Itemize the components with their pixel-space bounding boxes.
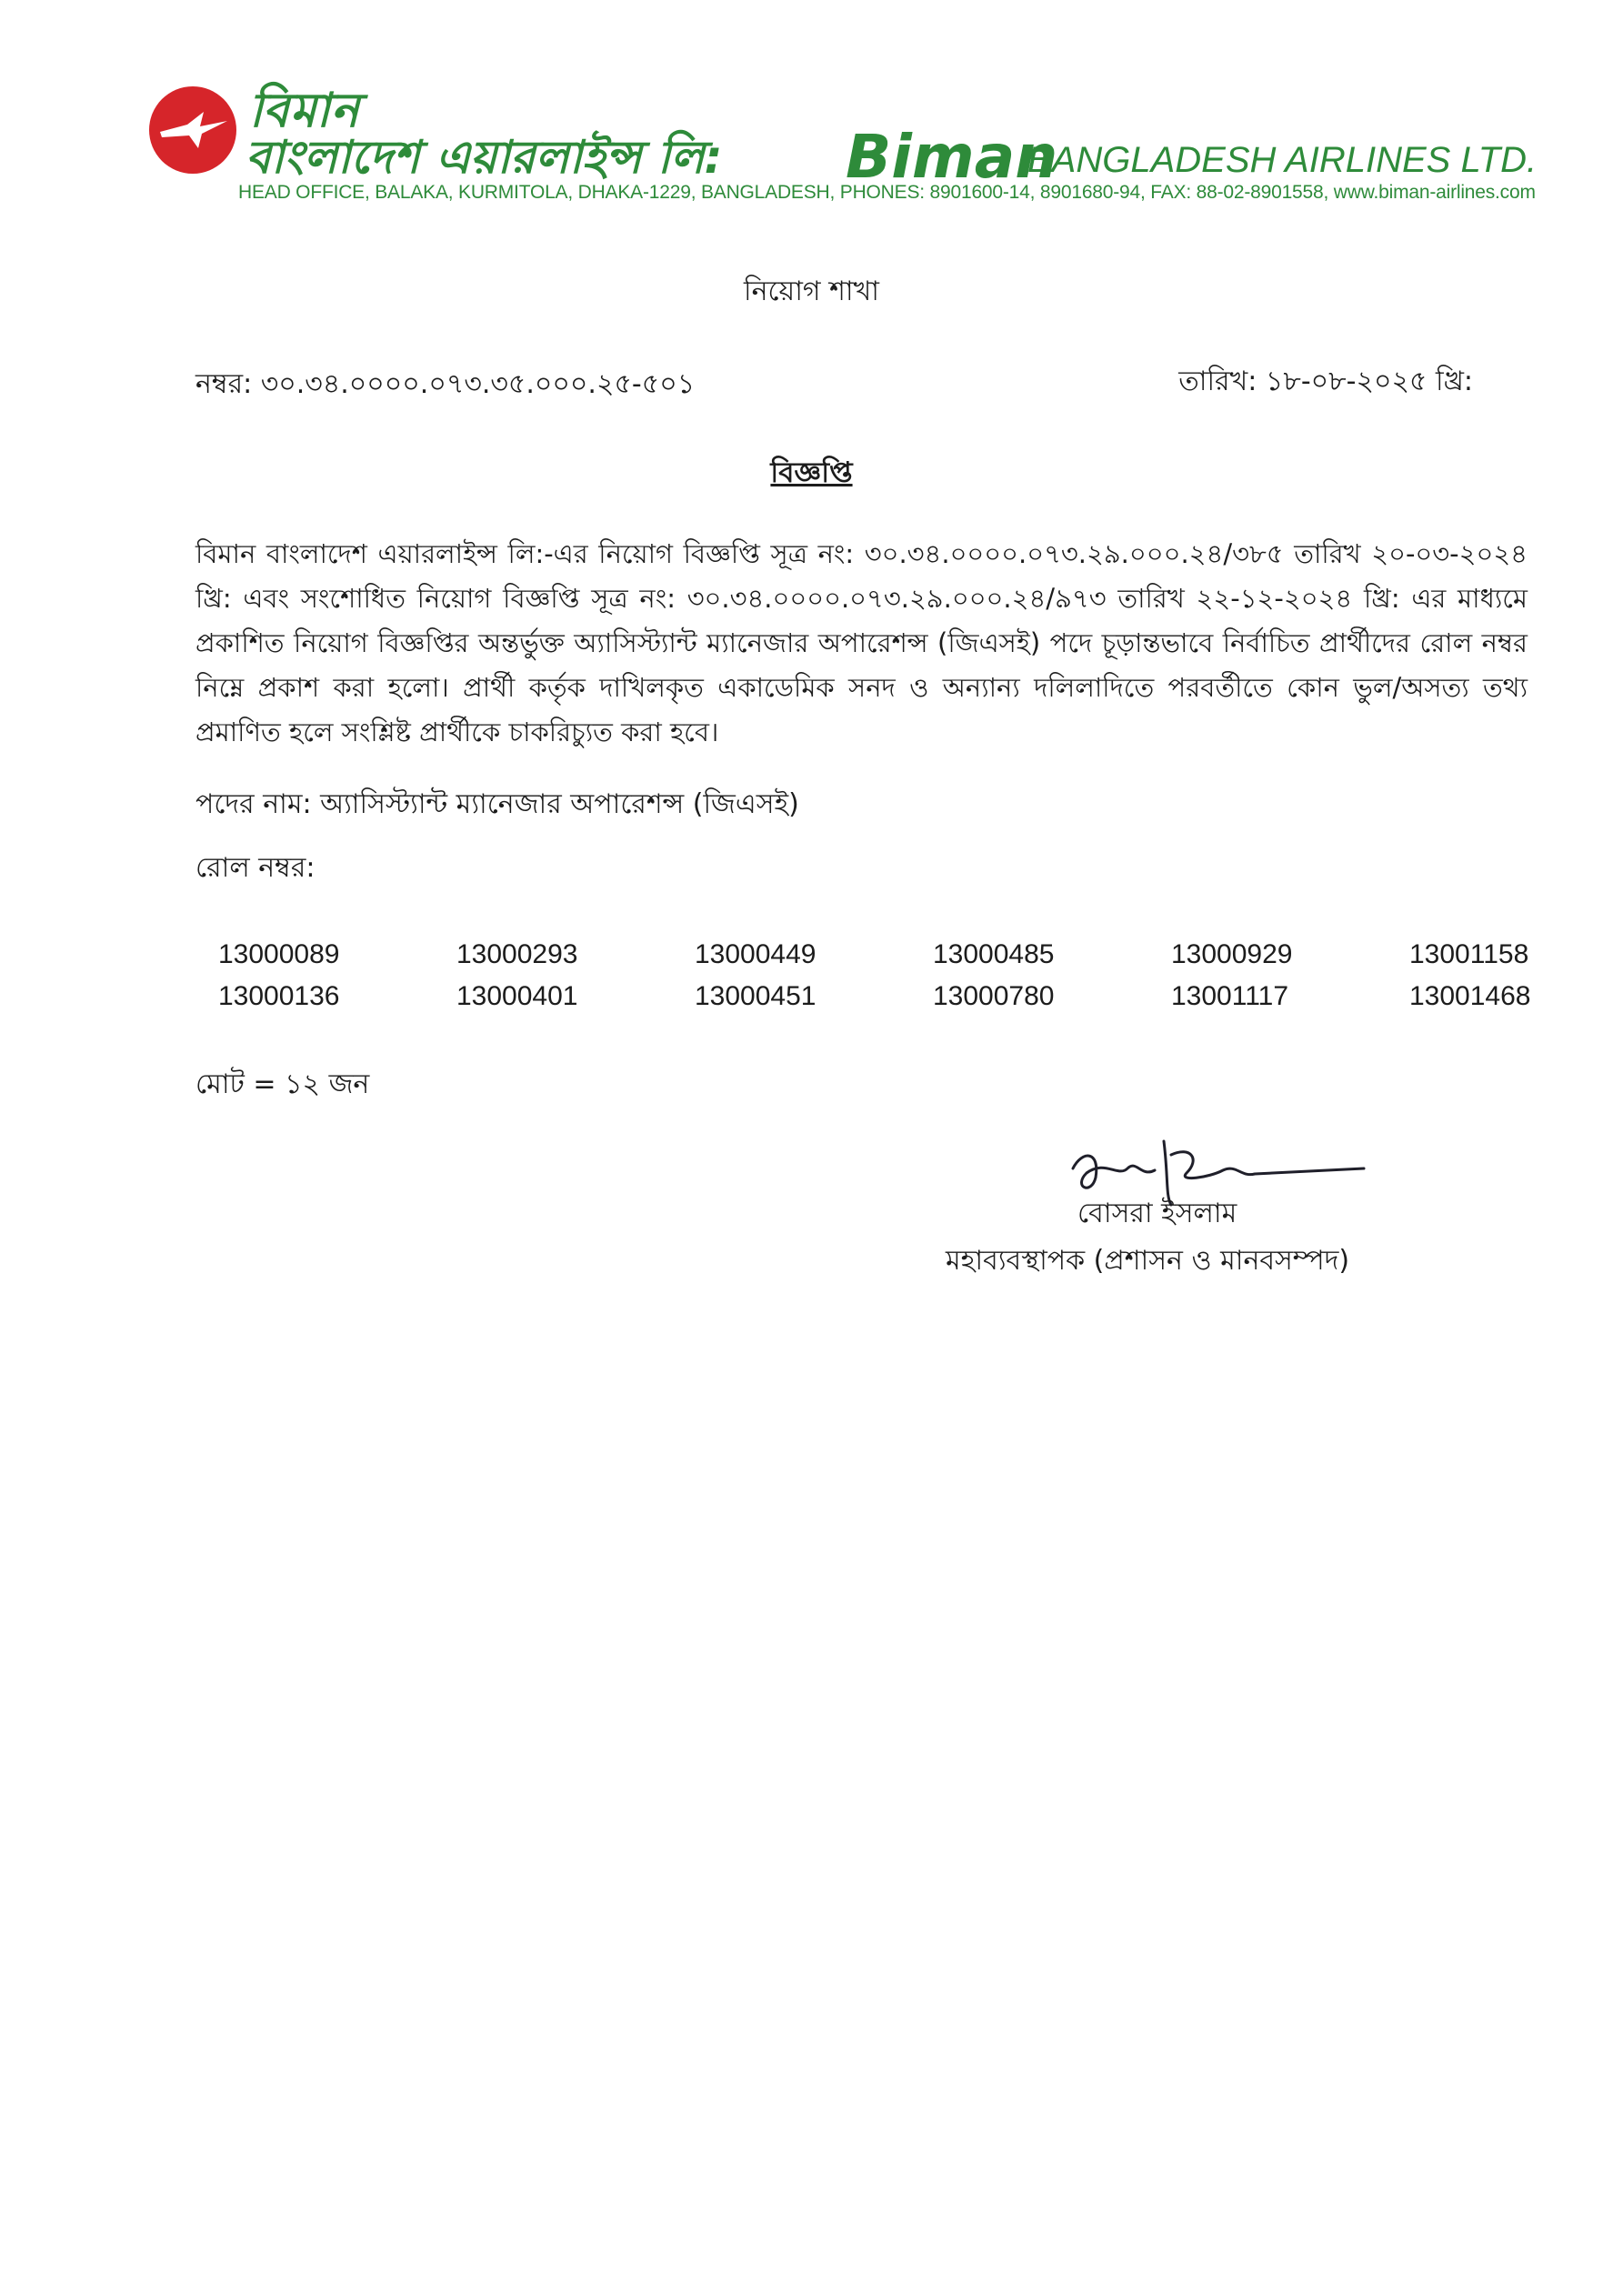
biman-bird-logo-icon: [147, 85, 238, 175]
roll-number: 13000485: [933, 939, 1055, 969]
signer-title: মহাব্যবস্থাপক (প্রশাসন ও মানবসম্পদ): [946, 1245, 1350, 1277]
roll-number: 13000929: [1171, 939, 1293, 969]
roll-number: 13000451: [695, 981, 817, 1011]
notice-title-text: বিজ্ঞপ্তি: [770, 456, 853, 489]
head-office-address: HEAD OFFICE, BALAKA, KURMITOLA, DHAKA-1229, BANGLADESH, PHONES: 8901600-14, 8901680-94, FAX: 88-02-8901558, www.biman-airlines.com: [238, 182, 1536, 203]
roll-number: 13000449: [695, 939, 817, 969]
roll-number-grid: [218, 937, 1623, 1015]
roll-number-label: রোল নম্বর:: [195, 852, 316, 884]
post-name: পদের নাম: অ্যাসিস্ট্যান্ট ম্যানেজার অপারেশন্স (জিএসই): [195, 788, 799, 820]
reference-number: নম্বর: ৩০.৩৪.০০০০.০৭৩.৩৫.০০০.২৫-৫০১: [195, 368, 696, 400]
body-paragraph: বিমান বাংলাদেশ এয়ারলাইন্স লি:-এর নিয়োগ বিজ্ঞপ্তি সূত্র নং: ৩০.৩৪.০০০০.০৭৩.২৯.০০০.২৪/৩৮৫ তারিখ ২০-০৩-২০২৪ খ্রি: এবং সংশোধিত নিয়োগ বিজ্ঞপ্তি সূত্র নং: ৩০.৩৪.০০০০.০৭৩.২৯.০০০.২৪/৯৭৩ তারিখ ২২-১২-২০২৪ খ্রি: এর মাধ্যমে প্রকাশিত নিয়োগ বিজ্ঞপ্তির অন্তর্ভুক্ত অ্যাসিস্ট্যান্ট ম্যানেজার অপারেশন্স (জিএসই) পদে চূড়ান্তভাবে নির্বাচিত প্রার্থীদের রোল নম্বর নিম্নে প্রকাশ করা হলো। প্রার্থী কর্তৃক দাখিলকৃত একাডেমিক সনদ ও অন্যান্য দলিলাদিতে পরবর্তীতে কোন ভুল/অসত্য তথ্য প্রমাণিত হলে সংশ্লিষ্ট প্রার্থীকে চাকরিচ্যুত করা হবে।: [195, 538, 1528, 747]
section-title: নিয়োগ শাখা: [744, 276, 879, 307]
signer-name: বোসরা ইসলাম: [1077, 1198, 1237, 1229]
roll-number: 13000401: [456, 981, 578, 1011]
roll-number: 13001117: [1171, 981, 1289, 1011]
total-count: মোট = ১২ জন: [195, 1068, 370, 1100]
roll-number: 13000089: [218, 939, 340, 969]
roll-number: 13000293: [456, 939, 578, 969]
roll-number: 13001158: [1409, 939, 1529, 969]
roll-number: 13000136: [218, 981, 340, 1011]
brand-name-bangla-line1: বিমান: [249, 84, 360, 138]
roll-number: 13000780: [933, 981, 1055, 1011]
roll-number: 13001468: [1409, 981, 1531, 1011]
brand-name-bangla-line2: বাংলাদেশ এয়ারলাইন্স লি:: [245, 131, 723, 184]
brand-name-english-sub: BANGLADESH AIRLINES LTD.: [1027, 140, 1538, 180]
notice-title: [0, 451, 1623, 498]
notice-date: তারিখ: ১৮-০৮-২০২৫ খ্রি:: [1178, 366, 1473, 397]
brand-name-english: Biman: [846, 122, 1058, 192]
